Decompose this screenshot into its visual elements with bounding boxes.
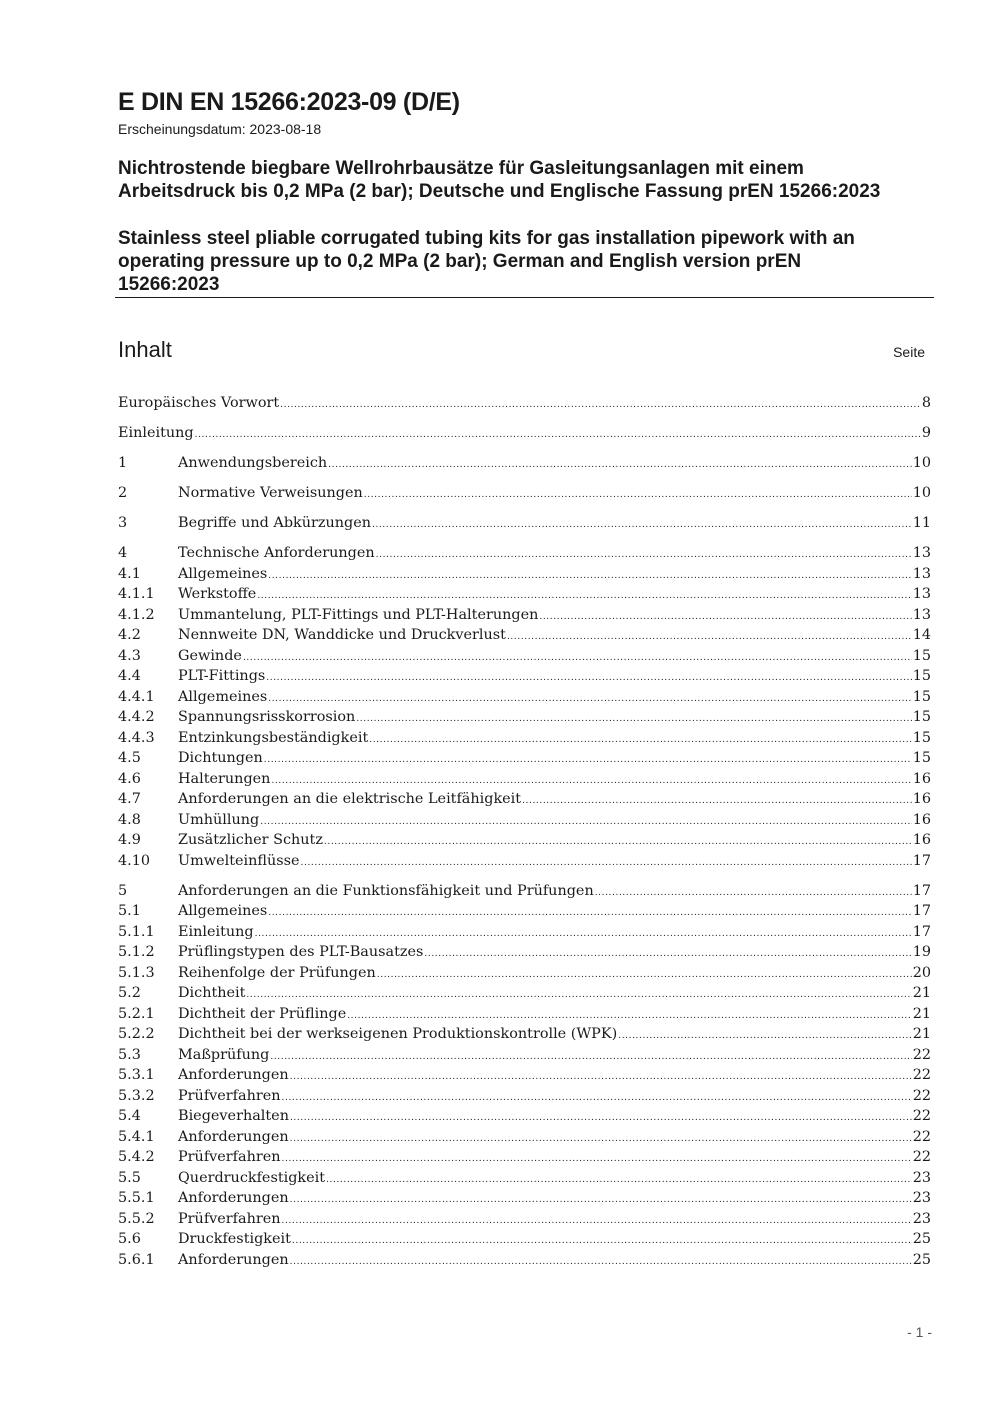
toc-dot-leader — [301, 851, 912, 874]
toc-dot-leader — [522, 789, 912, 812]
toc-entry[interactable] — [118, 1250, 931, 1271]
toc-entry[interactable] — [118, 584, 931, 605]
toc-entry[interactable] — [118, 687, 931, 708]
toc-entry-number: 5 — [118, 882, 128, 899]
toc-entry-page: 17 — [912, 852, 931, 869]
toc-dot-leader — [280, 393, 921, 416]
toc-entry-title: Reihenfolge der Prüfungen — [178, 964, 376, 981]
toc-entry[interactable] — [118, 983, 931, 1004]
toc-entry-number: 4.1.2 — [118, 606, 155, 623]
toc-entry-title: Prüfverfahren — [178, 1149, 281, 1165]
toc-entry-number: 5.5.2 — [118, 1210, 155, 1227]
title-english-line-3: 15266:2023 — [118, 274, 220, 295]
toc-entry-page: 22 — [912, 1128, 931, 1145]
title-german — [118, 157, 933, 203]
toc-entry-title: Einleitung — [178, 923, 254, 940]
toc-entry-page: 25 — [912, 1251, 931, 1268]
toc-entry-number: 4.5 — [118, 750, 141, 766]
title-english — [118, 227, 933, 296]
toc-dot-leader — [595, 881, 912, 904]
toc-entry-page: 16 — [912, 770, 931, 787]
toc-dot-leader — [268, 901, 911, 924]
toc-entry-title: Maßprüfung — [178, 1046, 270, 1063]
toc-entry[interactable] — [118, 1004, 931, 1025]
toc-entry-page: 15 — [912, 688, 931, 705]
toc-dot-leader — [292, 1229, 912, 1252]
toc-entry[interactable] — [118, 748, 931, 769]
toc-dot-leader — [282, 1209, 912, 1232]
toc-dot-leader — [243, 646, 912, 669]
toc-entry-title: Allgemeines — [178, 903, 268, 919]
toc-entry[interactable] — [118, 707, 931, 728]
toc-entry[interactable] — [118, 830, 931, 851]
toc-dot-leader — [356, 707, 911, 730]
toc-entry[interactable] — [118, 942, 931, 963]
toc-entry-page: 13 — [912, 545, 931, 561]
toc-entry[interactable] — [118, 789, 931, 810]
toc-dot-leader — [270, 1045, 911, 1068]
toc-entry-number: 5.6 — [118, 1231, 141, 1247]
toc-entry[interactable] — [118, 1188, 931, 1209]
toc-entry-number: 4.9 — [118, 832, 141, 848]
toc-entry-page: 23 — [912, 1210, 931, 1227]
toc-entry-page: 22 — [912, 1046, 931, 1063]
toc-entry-number: 4.4.3 — [118, 729, 155, 746]
toc-entry[interactable] — [118, 666, 931, 687]
toc-heading: Inhalt — [118, 337, 172, 362]
toc-entry-page: 21 — [912, 985, 931, 1001]
toc-entry-number: 5.3.2 — [118, 1087, 155, 1104]
toc-entry-page: 19 — [912, 944, 931, 960]
toc-entry-title: Normative Verweisungen — [178, 485, 363, 501]
toc-entry[interactable] — [118, 1209, 931, 1230]
toc-entry-title: Werkstoffe — [178, 586, 257, 602]
toc-entry[interactable] — [118, 1168, 931, 1189]
document-id: E DIN EN 15266:2023-09 (D/E) — [118, 88, 460, 116]
toc-entry[interactable] — [118, 423, 931, 444]
toc-entry-page: 10 — [912, 485, 931, 501]
toc-entry-page: 23 — [912, 1190, 931, 1206]
toc-entry-page: 17 — [912, 882, 931, 899]
toc-dot-leader — [507, 625, 912, 648]
toc-dot-leader — [268, 687, 911, 710]
toc-entry[interactable] — [118, 453, 931, 474]
toc-entry-number: 4.1.1 — [118, 586, 155, 602]
toc-entry-page: 15 — [912, 729, 931, 746]
toc-dot-leader — [290, 1188, 912, 1211]
toc-entry-page: 9 — [921, 425, 931, 441]
toc-dot-leader — [260, 810, 911, 833]
toc-entry[interactable] — [118, 769, 931, 790]
toc-entry[interactable] — [118, 513, 931, 534]
toc-dot-leader — [195, 423, 921, 446]
toc-entry-title: Zusätzlicher Schutz — [178, 832, 323, 848]
toc-dot-leader — [290, 1065, 912, 1088]
toc-entry-number: 5.2.1 — [118, 1005, 155, 1022]
toc-dot-leader — [255, 922, 912, 945]
toc-entry-number: 4.3 — [118, 647, 141, 664]
title-english-line-2: operating pressure up to 0,2 MPa (2 bar); German and English version prEN — [118, 251, 802, 272]
toc-entry-number: 5.1.1 — [118, 923, 155, 940]
toc-entry-page: 16 — [912, 832, 931, 848]
toc-entry[interactable] — [118, 1229, 931, 1250]
toc-dot-leader — [268, 564, 911, 587]
toc-entry[interactable] — [118, 1086, 931, 1107]
toc-entry-title: Allgemeines — [178, 565, 268, 582]
toc-entry[interactable] — [118, 393, 931, 414]
toc-entry-number: 4.2 — [118, 627, 141, 643]
toc-dot-leader — [372, 513, 912, 536]
toc-entry-number: 4.1 — [118, 565, 141, 582]
title-german-line-2: Arbeitsdruck bis 0,2 MPa (2 bar); Deutsche und Englische Fassung prEN 15266:2023 — [118, 181, 881, 202]
toc-entry-title: Umhüllung — [178, 811, 260, 828]
toc-entry-title: Dichtheit der Prüflinge — [178, 1005, 347, 1022]
toc-entry-page: 8 — [921, 395, 931, 411]
toc-entry-number: 2 — [118, 485, 128, 501]
toc-entry-page: 13 — [912, 606, 931, 623]
toc-entry-page: 25 — [912, 1231, 931, 1247]
toc-entry-title: Anforderungen an die elektrische Leitfähigkeit — [178, 791, 522, 807]
toc-dot-leader — [290, 1127, 912, 1150]
toc-entry-number: 1 — [118, 455, 128, 471]
toc-entry-title: Nennweite DN, Wanddicke und Druckverlust — [178, 627, 506, 643]
toc-entry-number: 5.1.2 — [118, 944, 155, 960]
toc-dot-leader — [424, 942, 911, 965]
title-german-line-1: Nichtrostende biegbare Wellrohrbausätze für Gasleitungsanlagen mit einem — [118, 158, 804, 179]
toc-dot-leader — [369, 728, 911, 751]
toc-dot-leader — [324, 830, 912, 853]
toc-entry-title: Anforderungen an die Funktionsfähigkeit und Prüfungen — [178, 882, 594, 899]
toc-entry-page: 17 — [912, 903, 931, 919]
toc-entry-page: 22 — [912, 1067, 931, 1083]
toc-entry[interactable] — [118, 543, 931, 564]
toc-entry-number: 4.4.2 — [118, 709, 155, 725]
toc-entry-title: Halterungen — [178, 770, 271, 787]
toc-entry-title: Druckfestigkeit — [178, 1231, 291, 1247]
toc-entry-title: Dichtheit — [178, 985, 246, 1001]
toc-dot-leader — [290, 1250, 912, 1273]
toc-entry-title: Anforderungen — [178, 1251, 289, 1268]
toc-entry[interactable] — [118, 851, 931, 872]
toc-entry-page: 15 — [912, 709, 931, 725]
toc-entry-number: 4.6 — [118, 770, 141, 787]
toc-entry-title: Prüfverfahren — [178, 1087, 281, 1104]
toc-dot-leader — [264, 748, 912, 771]
toc-entry-title: Entzinkungsbeständigkeit — [178, 729, 369, 746]
toc-dot-leader — [290, 1106, 912, 1129]
toc-entry-title: Technische Anforderungen — [178, 545, 375, 561]
toc-entry-number: 4.7 — [118, 791, 141, 807]
toc-entry-page: 13 — [912, 565, 931, 582]
toc-entry-title: Spannungsrisskorrosion — [178, 709, 356, 725]
toc-entry-title: Dichtheit bei der werkseigenen Produktionskontrolle (WPK) — [178, 1026, 618, 1042]
toc-entry-title: Anforderungen — [178, 1067, 289, 1083]
toc-dot-leader — [271, 769, 911, 792]
toc-entry[interactable] — [118, 1147, 931, 1168]
toc-dot-leader — [364, 483, 912, 506]
toc-entry-title: Prüfverfahren — [178, 1210, 281, 1227]
toc-dot-leader — [376, 543, 912, 566]
toc-entry-number: 5.5 — [118, 1169, 141, 1186]
toc-entry-title: PLT-Fittings — [178, 668, 266, 684]
toc-entry-title: Umwelteinflüsse — [178, 852, 300, 869]
toc-entry-page: 23 — [912, 1169, 931, 1186]
toc-entry[interactable] — [118, 646, 931, 667]
toc-entry-page: 13 — [912, 586, 931, 602]
page-number: - 1 - — [907, 1324, 932, 1340]
toc-entry-page: 20 — [912, 964, 931, 981]
toc-entry-title: Querdruckfestigkeit — [178, 1169, 326, 1186]
toc-entry[interactable] — [118, 1045, 931, 1066]
toc-dot-leader — [377, 963, 912, 986]
toc-entry-number: 5.6.1 — [118, 1251, 155, 1268]
toc-entry-number: 4.10 — [118, 852, 151, 869]
toc-entry[interactable] — [118, 605, 931, 626]
toc-dot-leader — [266, 666, 911, 689]
toc-entry-title: Anwendungsbereich — [178, 455, 328, 471]
toc-entry-number: 5.4.1 — [118, 1128, 155, 1145]
toc-entry-page: 22 — [912, 1087, 931, 1104]
toc-entry-title: Europäisches Vorwort — [118, 395, 280, 411]
toc-entry-number: 4.8 — [118, 811, 141, 828]
toc-entry-number: 5.3 — [118, 1046, 141, 1063]
toc-dot-leader — [246, 983, 911, 1006]
toc-entry-title: Anforderungen — [178, 1190, 289, 1206]
toc-entry-page: 21 — [912, 1026, 931, 1042]
toc-entry[interactable] — [118, 625, 931, 646]
toc-entry-page: 15 — [912, 750, 931, 766]
toc-entry-title: Begriffe und Abkürzungen — [178, 515, 372, 531]
title-divider — [115, 297, 934, 298]
toc-entry-page: 14 — [912, 627, 931, 643]
toc-entry[interactable] — [118, 728, 931, 749]
toc-dot-leader — [282, 1147, 912, 1170]
toc-entry-number: 4 — [118, 545, 128, 561]
toc-entry[interactable] — [118, 901, 931, 922]
toc-entry-page: 16 — [912, 811, 931, 828]
toc-entry-number: 5.4 — [118, 1108, 141, 1124]
toc-entry[interactable] — [118, 483, 931, 504]
toc-dot-leader — [282, 1086, 912, 1109]
toc-entry-page: 21 — [912, 1005, 931, 1022]
toc-entry[interactable] — [118, 810, 931, 831]
title-english-line-1: Stainless steel pliable corrugated tubing kits for gas installation pipework with an — [118, 228, 855, 249]
toc-dot-leader — [618, 1024, 911, 1047]
toc-entry-title: Anforderungen — [178, 1128, 289, 1145]
toc-dot-leader — [257, 584, 911, 607]
toc-entry-number: 5.2 — [118, 985, 141, 1001]
toc-dot-leader — [328, 453, 912, 476]
toc-entry-title: Allgemeines — [178, 688, 268, 705]
toc-entry[interactable] — [118, 922, 931, 943]
toc-entry-page: 10 — [912, 455, 931, 471]
toc-entry-title: Dichtungen — [178, 750, 263, 766]
toc-entry-number: 5.5.1 — [118, 1190, 155, 1206]
toc-entry-page: 22 — [912, 1149, 931, 1165]
toc-entry-title: Einleitung — [118, 425, 194, 441]
toc-entry-title: Gewinde — [178, 647, 242, 664]
toc-entry[interactable] — [118, 1024, 931, 1045]
toc-entry-page: 17 — [912, 923, 931, 940]
toc-dot-leader — [347, 1004, 911, 1027]
toc-entry-title: Biegeverhalten — [178, 1108, 289, 1124]
toc-entry[interactable] — [118, 1127, 931, 1148]
toc-entry-number: 5.4.2 — [118, 1149, 155, 1165]
toc-entry-page: 15 — [912, 647, 931, 664]
toc-entry-number: 4.4.1 — [118, 688, 155, 705]
toc-entry[interactable] — [118, 963, 931, 984]
toc-entry-number: 5.3.1 — [118, 1067, 155, 1083]
toc-entry-title: Ummantelung, PLT-Fittings und PLT-Halterungen — [178, 606, 539, 623]
toc-entry-title: Prüflingstypen des PLT-Bausatzes — [178, 944, 424, 960]
toc-entry[interactable] — [118, 1106, 931, 1127]
toc-entry-number: 5.1.3 — [118, 964, 155, 981]
toc-entry-page: 22 — [912, 1108, 931, 1124]
toc-dot-leader — [539, 605, 911, 628]
publication-date: Erscheinungsdatum: 2023-08-18 — [118, 121, 322, 137]
table-of-contents — [118, 393, 931, 1270]
toc-page-column-label: Seite — [893, 344, 925, 360]
toc-entry-page: 11 — [912, 515, 931, 531]
toc-entry-number: 3 — [118, 515, 128, 531]
toc-entry-page: 16 — [912, 791, 931, 807]
toc-dot-leader — [326, 1168, 912, 1191]
toc-entry-page: 15 — [912, 668, 931, 684]
toc-entry-number: 5.1 — [118, 903, 141, 919]
toc-entry-number: 5.2.2 — [118, 1026, 155, 1042]
toc-entry[interactable] — [118, 564, 931, 585]
toc-entry-number: 4.4 — [118, 668, 141, 684]
toc-entry[interactable] — [118, 881, 931, 902]
toc-entry[interactable] — [118, 1065, 931, 1086]
